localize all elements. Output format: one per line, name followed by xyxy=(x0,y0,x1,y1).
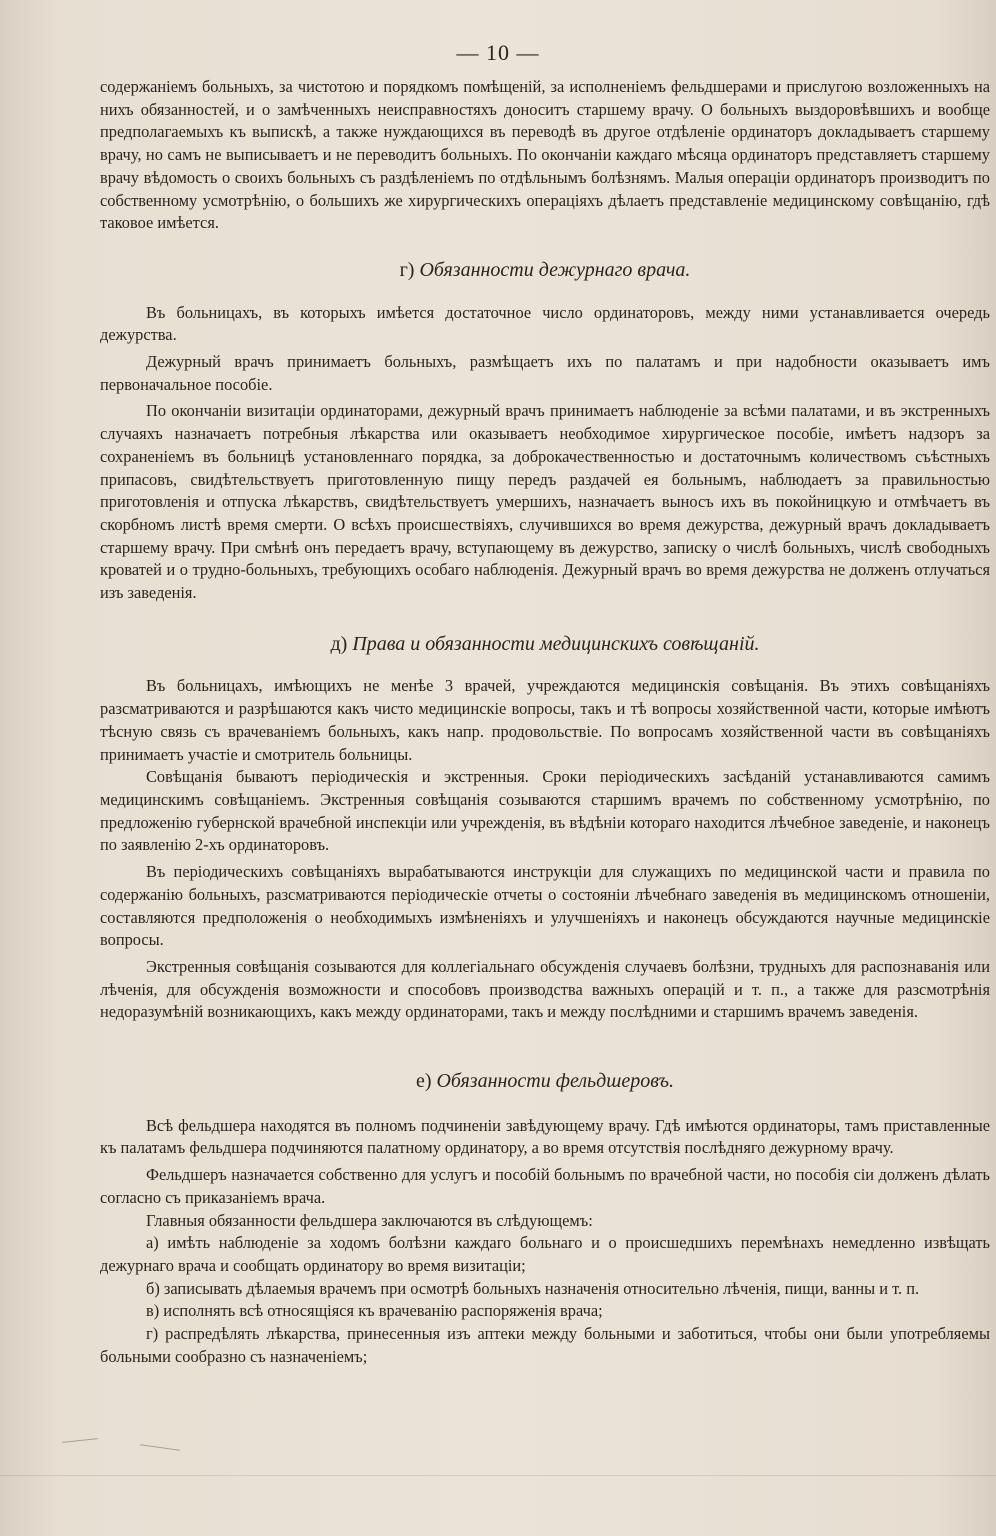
ink-mark xyxy=(62,1438,98,1443)
intro-paragraph: содержаніемъ больныхъ, за чистотою и порядкомъ помѣщеній, за исполненіемъ фельдшерами и прислугою возложенныхъ на нихъ обязанностей, и о замѣченныхъ неисправностяхъ доноситъ старшему врачу. О больныхъ выздоровѣвшихъ и вообще предполагаемыхъ къ выпискѣ, а также нуждающихся въ переводѣ въ другое отдѣленіе ординаторъ докладываетъ старшему врачу, но самъ не выписываетъ и не переводитъ больныхъ. По окончаніи каждаго мѣсяца ординаторъ представляетъ старшему врачу вѣдомость о своихъ больныхъ съ раздѣленіемъ по отдѣльнымъ болѣзнямъ. Малыя операціи ординаторъ производитъ по собственному усмотрѣнію, о большихъ же хирургическихъ операціяхъ дѣлаетъ представленіе медицинскому совѣщанію, гдѣ таковое имѣется. xyxy=(100,77,990,233)
section-d-paragraph: Совѣщанія бываютъ періодическія и экстренныя. Сроки періодическихъ засѣданій устанавливаются самимъ медицинскимъ совѣщаніемъ. Экстренныя совѣщанія созываются старшимъ врачемъ по собственному усмотрѣнію, по предложенію губернской врачебной инспекціи или учрежденія, въ вѣдѣніи котораго находится лѣчебное заведеніе, и наконецъ по заявленію 2-хъ ординаторовъ. xyxy=(100,767,990,855)
section-e-paragraph: Всѣ фельдшера находятся въ полномъ подчиненіи завѣдующему врачу. Гдѣ имѣются ординаторы, тамъ приставленные къ палатамъ фельдшера подчиняются палатному ординатору, а во время отсутствія послѣдняго дежурному врачу. xyxy=(100,1115,990,1158)
section-d-paragraph: Въ больницахъ, имѣющихъ не менѣе 3 врачей, учреждаются медицинскія совѣщанія. Въ этихъ совѣщаніяхъ разсматриваются и разрѣшаются какъ чисто медицинскіе вопросы, такъ и тѣ вопросы хозяйственной части, которые имѣютъ тѣсную связь съ врачеваніемъ больныхъ, какъ напр. продовольствіе. По вопросамъ хозяйственной части въ совѣщаніяхъ принимаетъ участіе и смотритель больницы. xyxy=(100,676,990,764)
list-item-b: б) записывать дѣлаемыя врачемъ при осмотрѣ больныхъ назначенія относительно лѣченія, пищи, ванны и т. п. xyxy=(146,1278,920,1298)
page-body xyxy=(100,76,990,1368)
section-e-heading xyxy=(100,1070,990,1093)
ink-mark xyxy=(140,1444,180,1451)
page-number: — 10 — xyxy=(456,40,540,65)
section-d-letter: д) xyxy=(330,632,348,655)
section-d-paragraph: Въ періодическихъ совѣщаніяхъ вырабатываются инструкціи для служащихъ по медицинской части и правила по содержанію больныхъ, разсматриваются періодическіе отчеты о состояніи лѣчебнаго заведенія въ медицинскомъ отношеніи, составляются предположенія о необходимыхъ измѣненіяхъ и улучшеніяхъ и наконецъ обсуждаются научные медицинскіе вопросы. xyxy=(100,862,990,950)
section-d-heading xyxy=(100,633,990,656)
section-e-letter: е) xyxy=(415,1070,432,1093)
section-g-heading xyxy=(100,259,990,282)
section-g-title: Обязанности дежурнаго врача. xyxy=(419,258,691,281)
list-item-a: а) имѣть наблюденіе за ходомъ болѣзни каждаго больнаго и о происшедшихъ перемѣнахъ немедленно извѣщать дежурнаго врача и сообщать ординатору во время визитаціи; xyxy=(100,1233,990,1275)
section-g-letter: г) xyxy=(399,258,415,281)
section-g-paragraph: Дежурный врачъ принимаетъ больныхъ, размѣщаетъ ихъ по палатамъ и при надобности оказываетъ имъ первоначальное пособіе. xyxy=(100,352,990,394)
list-item-g: г) распредѣлять лѣкарства, принесенныя изъ аптеки между больными и заботиться, чтобы они были употребляемы больными сообразно съ назначеніемъ; xyxy=(100,1324,990,1366)
list-item-v: в) исполнять всѣ относящіяся къ врачеванію распоряженія врача; xyxy=(146,1301,603,1321)
section-e-paragraph: Главныя обязанности фельдшера заключаются въ слѣдующемъ: xyxy=(146,1210,593,1230)
section-d-paragraph: Экстренныя совѣщанія созываются для коллегіальнаго обсужденія случаевъ болѣзни, трудныхъ для распознаванія или лѣченія, для обсужденія возможности и способовъ производства важныхъ операцій и т. п., а также для разсмотрѣнія недоразумѣній возникающихъ, какъ между ординаторами, такъ и между послѣдними и старшимъ врачемъ заведенія. xyxy=(100,956,990,1022)
section-g-paragraph: Въ больницахъ, въ которыхъ имѣется достаточное число ординаторовъ, между ними устанавливается очередь дежурства. xyxy=(100,302,990,345)
section-e-title: Обязанности фельдшеровъ. xyxy=(436,1070,675,1093)
section-d-title: Права и обязанности медицинскихъ совѣщаній. xyxy=(352,632,760,655)
section-g-paragraph: По окончаніи визитаціи ординаторами, дежурный врачъ принимаетъ наблюденіе за всѣми палатами, и въ экстренныхъ случаяхъ назначаетъ потребныя лѣкарства или оказываетъ необходимое хирургическое пособіе, имѣетъ надзоръ за сохраненіемъ въ больницѣ установленнаго порядка, за доброкачественностью и достаточнымъ количествомъ съѣстныхъ припасовъ, свидѣтельствуетъ приготовленную пищу передъ раздачей ея больнымъ, наблюдаетъ за правильностью приготовленія и отпуска лѣкарствъ, свидѣтельствуетъ умершихъ, назначаетъ выносъ ихъ въ покойницкую и отмѣчаетъ въ скорбномъ листѣ время смерти. О всѣхъ происшествіяхъ, случившихся во время дежурства, дежурный врачъ докладываетъ старшему врачу. При смѣнѣ онъ передаетъ врачу, вступающему въ дежурство, записку о числѣ больныхъ, числѣ свободныхъ кроватей и о трудно-больныхъ, требующихъ особаго наблюденія. Дежурный врачъ во время дежурства не долженъ отлучаться изъ заведенія. xyxy=(100,401,990,603)
page-fold-line xyxy=(0,1475,996,1476)
section-e-paragraph: Фельдшеръ назначается собственно для услугъ и пособій больнымъ по врачебной части, но пособія сіи долженъ дѣлать согласно съ приказаніемъ врача. xyxy=(100,1165,990,1207)
